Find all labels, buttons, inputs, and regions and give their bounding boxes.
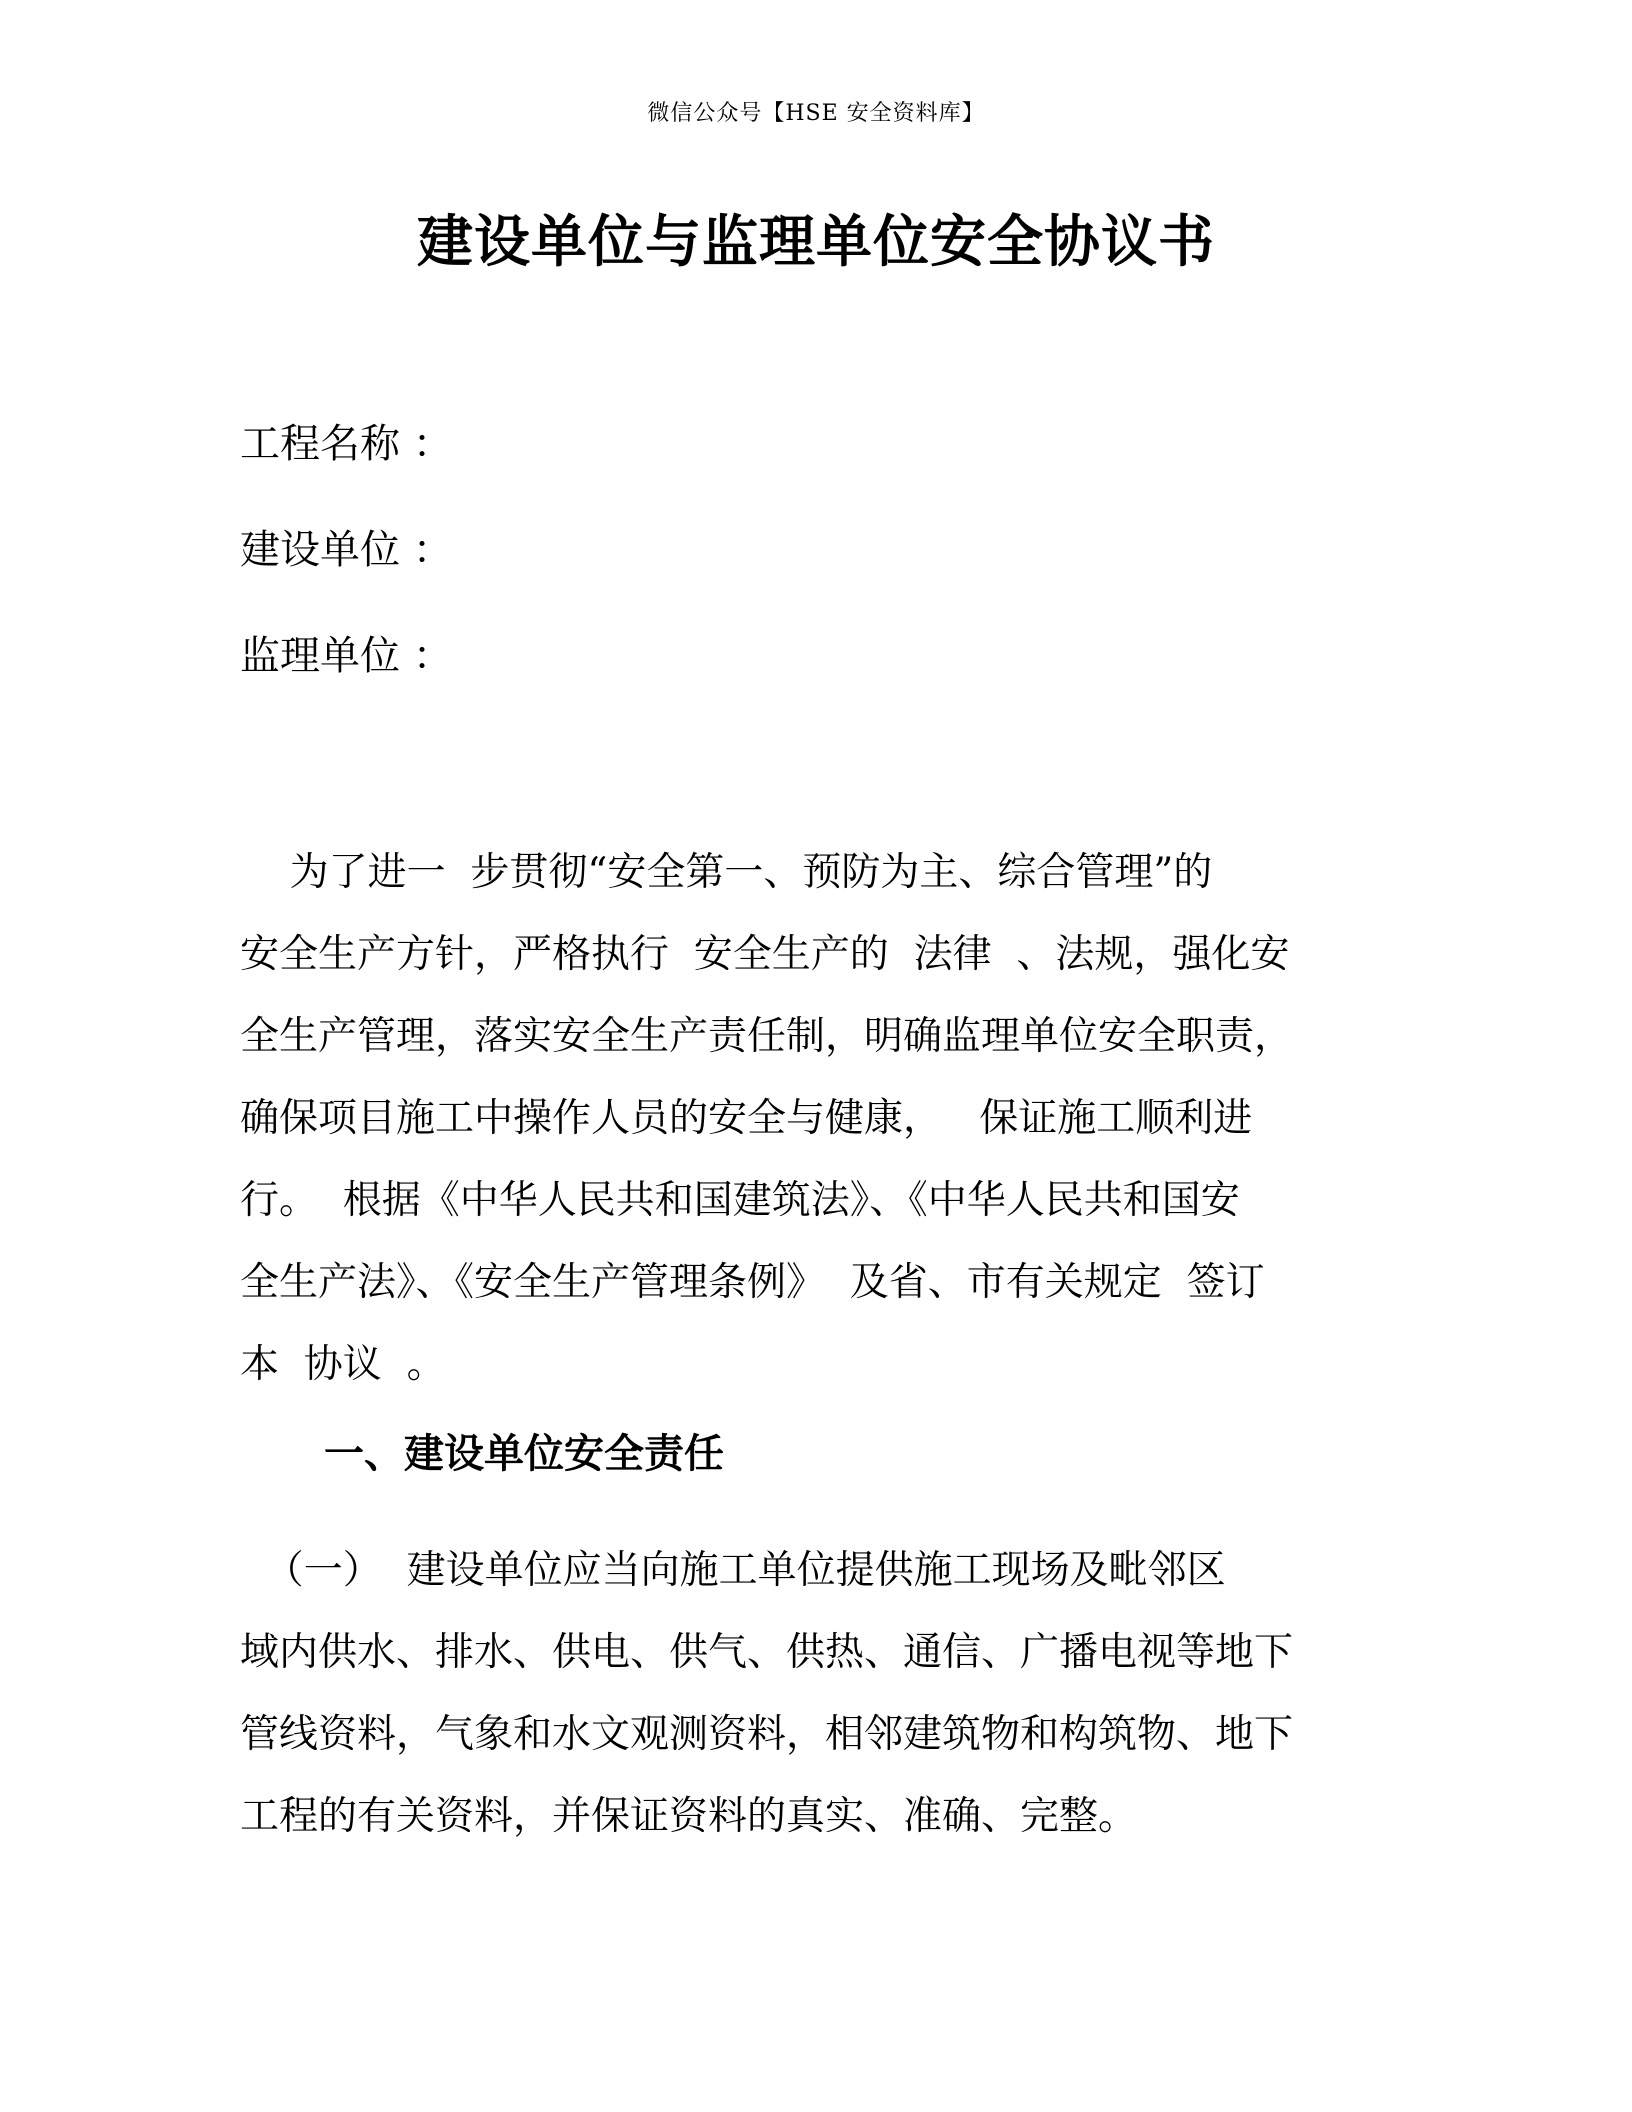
intro-paragraph — [240, 832, 1380, 1406]
paragraph-line: 全生产管理，落实安全生产责任制，明确监理单位安全职责， — [240, 1014, 1294, 1059]
field-construction-unit: 建设单位 ： — [240, 527, 453, 573]
paragraph-line: 工程的有关资料，并保证资料的真实、准确、完整。 — [240, 1794, 1138, 1839]
paragraph-line: 本 协议 。 — [240, 1342, 446, 1387]
field-supervision-unit: 监理单位 ： — [240, 633, 453, 679]
paragraph-line: 管线资料，气象和水文观测资料，相邻建筑物和构筑物、地下 — [240, 1712, 1294, 1757]
paragraph-line: （一） 建设单位应当向施工单位提供施工现场及毗邻区 — [240, 1548, 1226, 1593]
paragraph-line: 全生产法》、《安全生产管理条例》 及省、市有关规定 签订 — [240, 1260, 1265, 1305]
paragraph-line: 确保项目施工中操作人员的安全与健康， 保证施工顺利进 — [240, 1096, 1253, 1141]
section-heading: 一、建设单位安全责任 — [324, 1430, 724, 1477]
section-item-paragraph — [240, 1530, 1380, 1858]
field-project-name: 工程名称 ： — [240, 421, 453, 467]
header-note: 微信公众号【HSE 安全资料库】 — [647, 101, 985, 126]
paragraph-line: 行。 根据《中华人民共和国建筑法》、《中华人民共和国安 — [240, 1178, 1240, 1223]
paragraph-line: 为了进一 步贯彻“安全第一、预防为主、综合管理”的 — [240, 850, 1213, 895]
paragraph-line: 域内供水、排水、供电、供气、供热、通信、广播电视等地下 — [240, 1630, 1294, 1675]
paragraph-line: 安全生产方针，严格执行 安全生产的 法律 、法规，强化安 — [240, 932, 1290, 977]
document-title: 建设单位与监理单位安全协议书 — [417, 209, 1215, 275]
